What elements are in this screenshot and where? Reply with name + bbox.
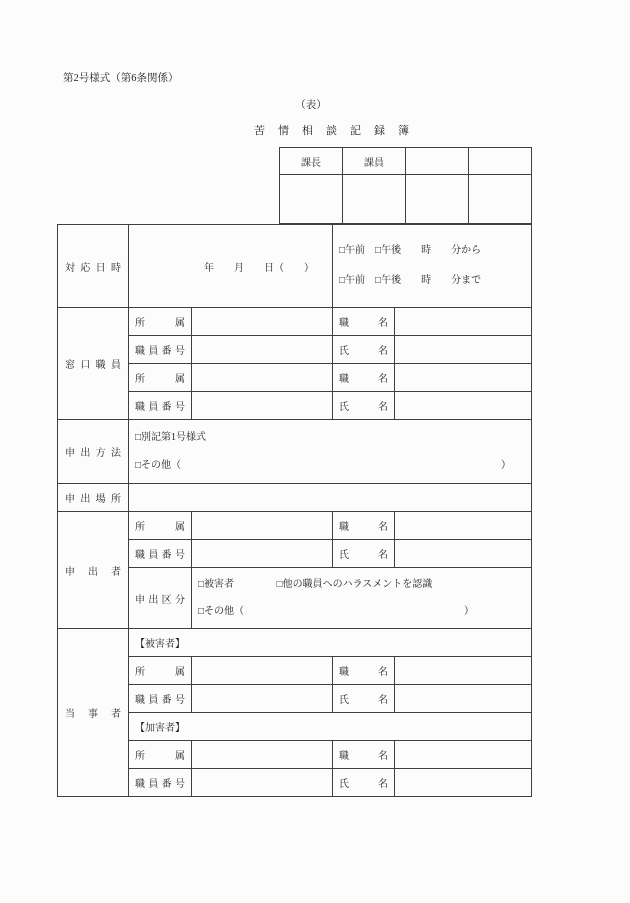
field-value-name [395, 769, 532, 797]
approval-header-blank-2 [469, 148, 532, 175]
field-label-name: 氏名 [333, 685, 395, 713]
field-label-staff-number: 職員番号 [129, 540, 192, 568]
section-label-applicant: 申出者 [58, 512, 129, 629]
approval-stamp-cell [406, 175, 469, 224]
field-label-job-title: 職名 [333, 364, 395, 392]
field-value-staff-number [192, 685, 333, 713]
method-option-other-close: ） [501, 459, 511, 471]
category-option-other-close: ） [464, 606, 474, 617]
category-option-witness: □他の職員へのハラスメントを認識 [276, 579, 433, 590]
section-label-reception-staff: 窓口職員 [58, 308, 129, 420]
field-value-name [395, 540, 532, 568]
field-value-name [395, 392, 532, 420]
side-label: （表） [295, 100, 327, 111]
category-option-line1 [192, 571, 531, 598]
field-label-name: 氏名 [333, 392, 395, 420]
field-label-name: 氏名 [333, 769, 395, 797]
field-label-name: 氏名 [333, 540, 395, 568]
field-value-job-title [395, 364, 532, 392]
field-label-applicant-category: 申出区分 [129, 568, 192, 629]
field-label-affiliation: 所属 [129, 364, 192, 392]
applicant-category-options [192, 568, 532, 629]
field-value-affiliation [192, 741, 333, 769]
approval-stamp-table [279, 147, 532, 224]
section-label-response-datetime: 対応日時 [58, 225, 129, 308]
response-time-cell [333, 225, 532, 308]
section-label-parties: 当事者 [58, 629, 129, 797]
approval-stamp-cell [280, 175, 343, 224]
field-value-job-title [395, 308, 532, 336]
category-option-victim: □被害者 [198, 579, 235, 590]
field-label-staff-number: 職員番号 [129, 336, 192, 364]
approval-header-staff: 課員 [343, 148, 406, 175]
field-label-name: 氏名 [333, 336, 395, 364]
field-value-affiliation [192, 657, 333, 685]
form-number: 第2号様式（第6条関係） [63, 73, 179, 84]
field-value-staff-number [192, 769, 333, 797]
section-label-application-place: 申出場所 [58, 484, 129, 512]
field-value-staff-number [192, 540, 333, 568]
method-option-other-open: □その他（ [135, 459, 182, 471]
approval-header-section-chief: 課長 [280, 148, 343, 175]
approval-header-blank-1 [406, 148, 469, 175]
time-from-line: □午前 □午後 時 分から [339, 245, 482, 256]
field-label-job-title: 職名 [333, 512, 395, 540]
field-value-staff-number [192, 392, 333, 420]
field-value-affiliation [192, 308, 333, 336]
application-method-options [129, 420, 532, 484]
field-label-staff-number: 職員番号 [129, 392, 192, 420]
field-label-staff-number: 職員番号 [129, 685, 192, 713]
response-date-cell: 年 月 日（ ） [129, 225, 333, 308]
field-value-affiliation [192, 512, 333, 540]
victim-header: 【被害者】 [129, 629, 532, 657]
complaint-record-table [57, 224, 532, 797]
time-to-line: □午前 □午後 時 分まで [339, 275, 482, 286]
offender-header: 【加害者】 [129, 713, 532, 741]
field-value-staff-number [192, 336, 333, 364]
approval-stamp-cell [343, 175, 406, 224]
field-label-affiliation: 所属 [129, 741, 192, 769]
field-label-job-title: 職名 [333, 741, 395, 769]
field-label-staff-number: 職員番号 [129, 769, 192, 797]
field-label-job-title: 職名 [333, 308, 395, 336]
field-label-affiliation: 所属 [129, 657, 192, 685]
field-value-job-title [395, 657, 532, 685]
field-value-name [395, 685, 532, 713]
field-label-job-title: 職名 [333, 657, 395, 685]
field-value-job-title [395, 741, 532, 769]
method-option-other [129, 452, 531, 480]
document-title: 苦情相談記録簿 [254, 125, 422, 137]
method-option-form1: □別記第1号様式 [135, 431, 207, 443]
application-place-value [129, 484, 532, 512]
category-option-other-open: □その他（ [198, 606, 245, 617]
field-label-affiliation: 所属 [129, 512, 192, 540]
field-value-job-title [395, 512, 532, 540]
field-value-affiliation [192, 364, 333, 392]
approval-stamp-cell [469, 175, 532, 224]
category-option-other [192, 598, 531, 625]
field-label-affiliation: 所属 [129, 308, 192, 336]
field-value-name [395, 336, 532, 364]
section-label-application-method: 申出方法 [58, 420, 129, 484]
